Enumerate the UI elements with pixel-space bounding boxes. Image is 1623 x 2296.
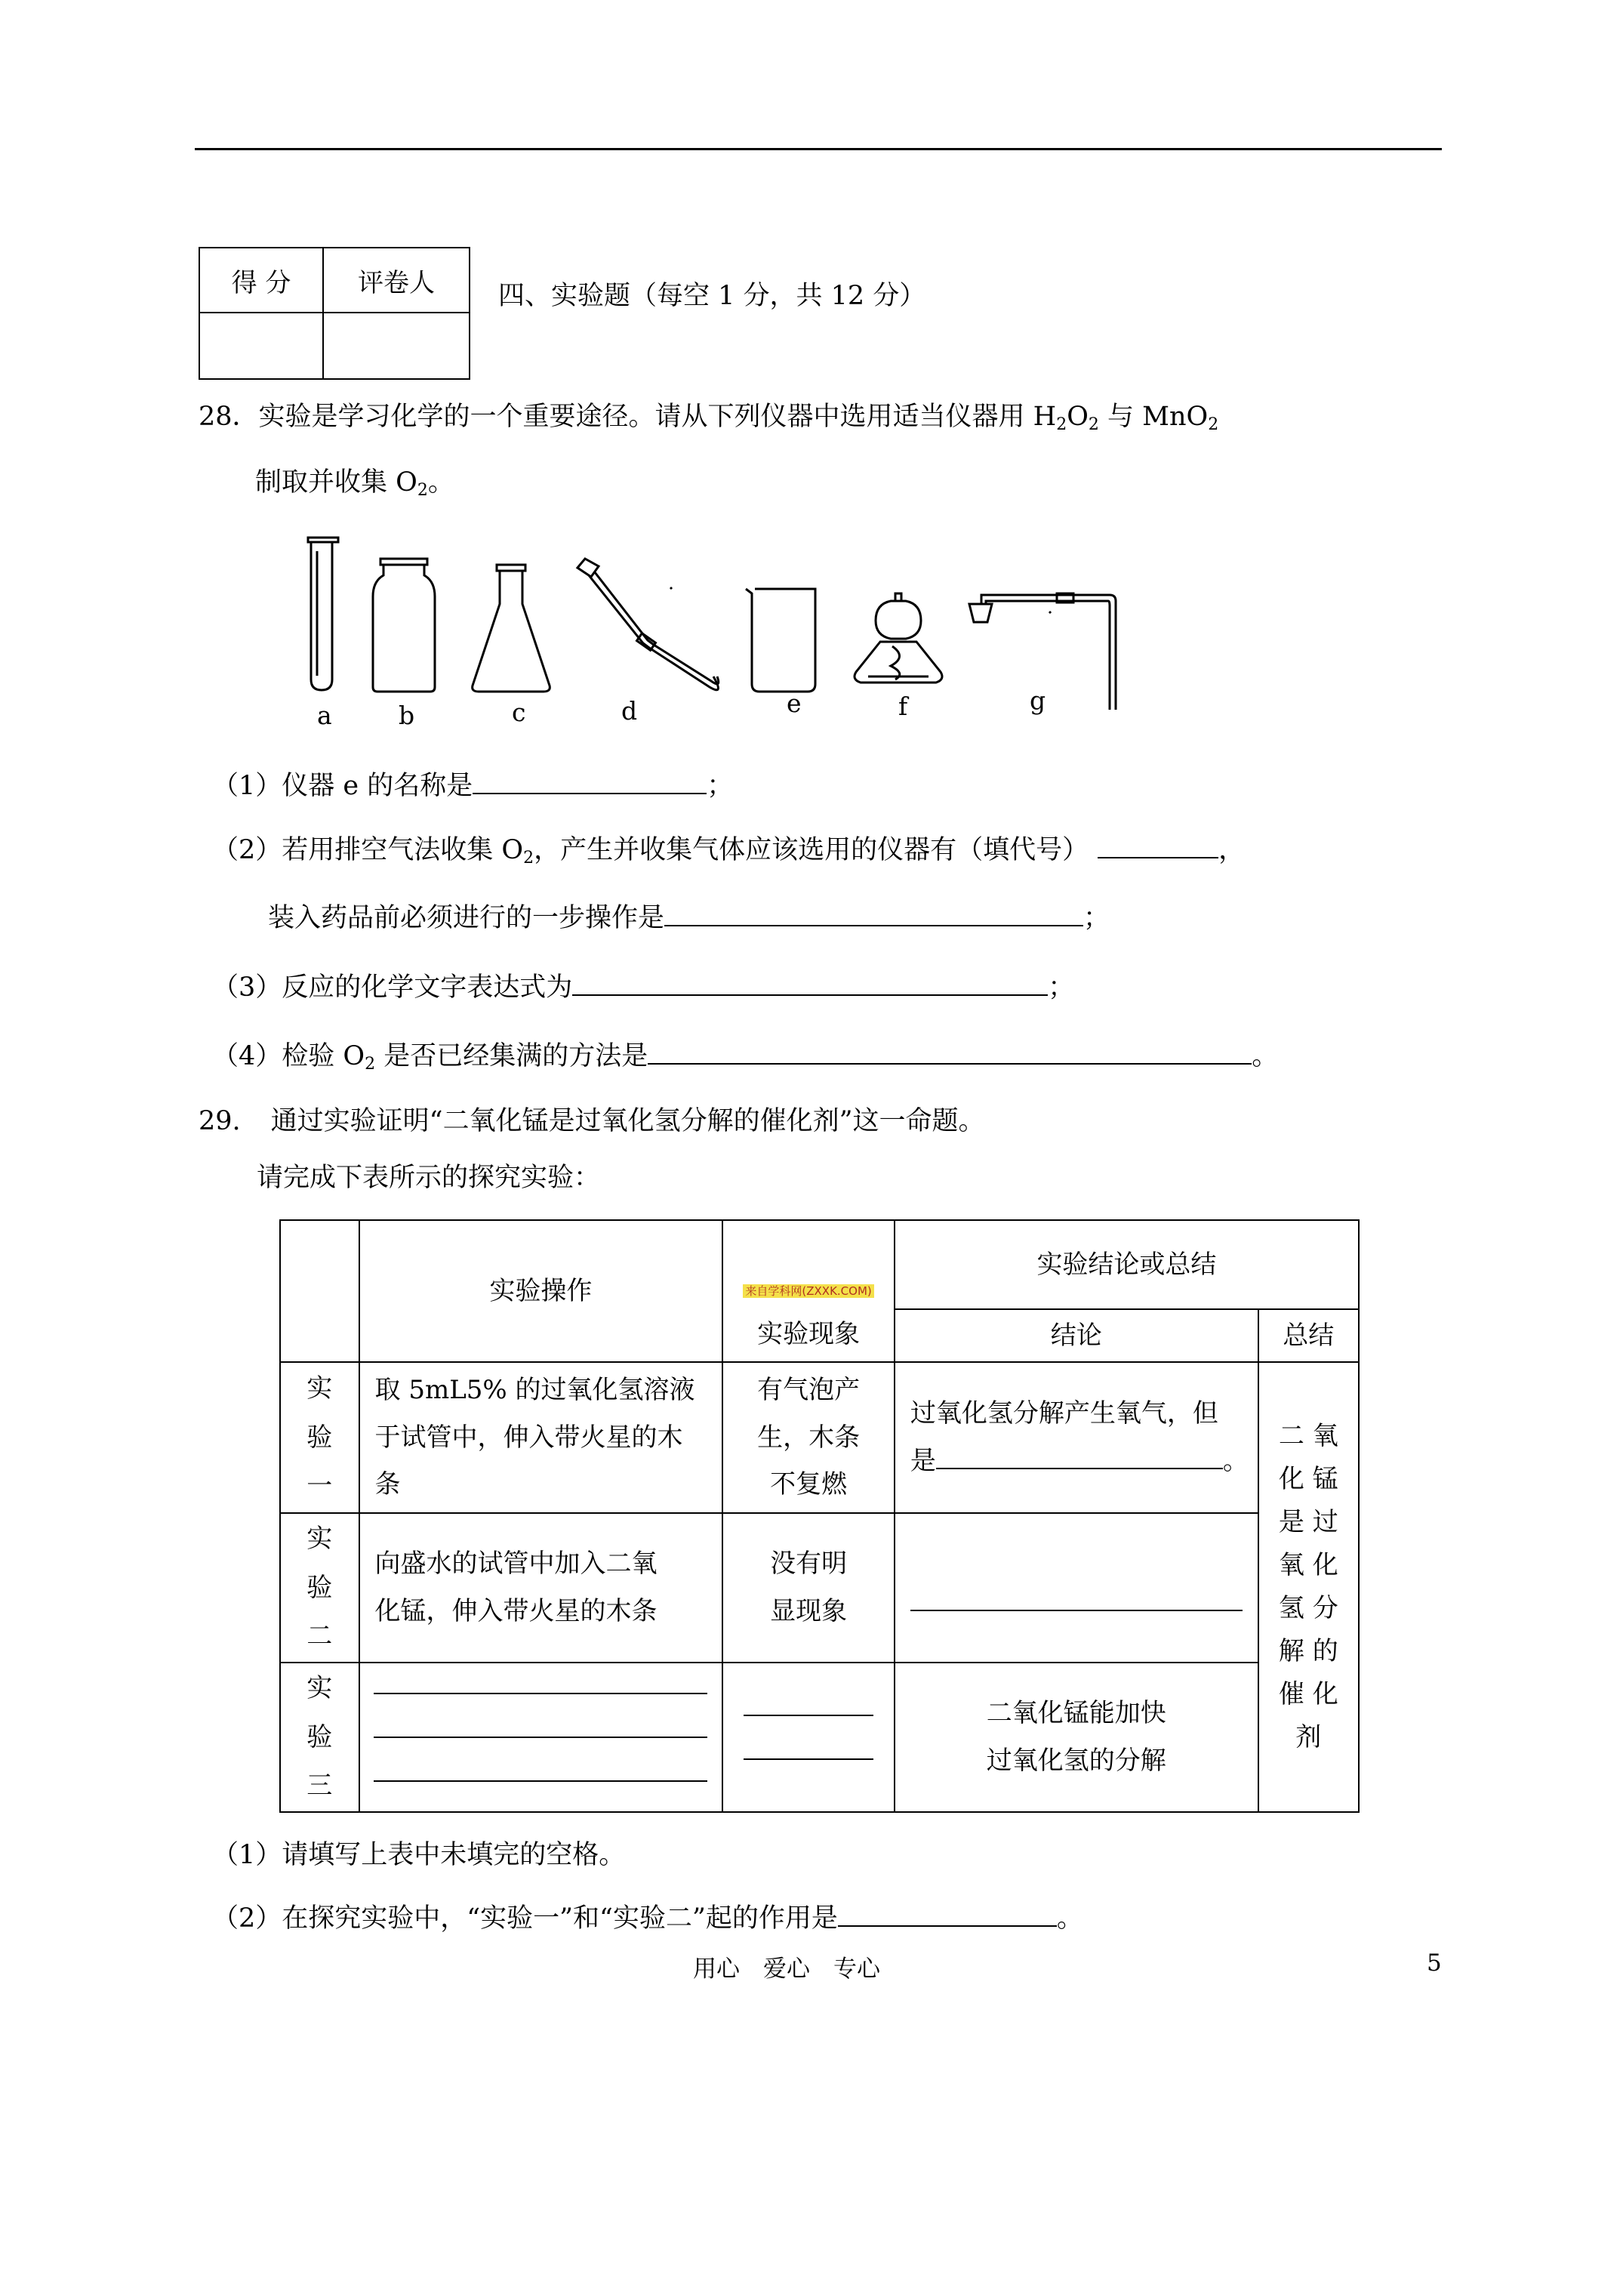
q29-part2: （2）在探究实验中，“实验一”和“实验二”起的作用是 。 <box>212 1903 1083 1934</box>
label-e: e <box>787 689 802 718</box>
grader-cell[interactable] <box>323 313 470 379</box>
answer-blank-check-method[interactable] <box>648 1040 1252 1065</box>
q28-part2: （2）若用排空气法收集 $O_2$，产生并收集气体应该选用的仪器有（填代号） ， <box>212 835 1246 868</box>
q28-part4: （4）检验 $O_2$ 是否已经集满的方法是 。 <box>212 1041 1279 1074</box>
q28-intro-line2: 制取并收集 $O_2$。 <box>255 467 454 500</box>
beaker-icon <box>746 589 815 692</box>
score-label: 得 分 <box>199 248 323 313</box>
q28-part1: （1）仪器 e 的名称是 ； <box>212 771 734 801</box>
alcohol-lamp-icon <box>855 593 942 683</box>
label-c: c <box>512 698 526 727</box>
header-phenomenon <box>722 1220 895 1362</box>
header-phenomenon-label: 实验现象 <box>757 1318 861 1349</box>
label-f: f <box>898 692 908 721</box>
page-number: 5 <box>1427 1949 1442 1977</box>
answer-blank-apparatus[interactable] <box>1098 834 1218 858</box>
answer-blank-e-name[interactable] <box>473 770 707 794</box>
label-b: b <box>399 701 415 730</box>
row3-operation[interactable] <box>359 1663 723 1812</box>
row1-conclusion: 过氧化氢分解产生氧气，但 是 。 <box>895 1362 1258 1513</box>
row2-name: 实 验 二 <box>280 1513 359 1663</box>
experiment-table <box>279 1219 1360 1813</box>
header-operation: 实验操作 <box>359 1220 723 1362</box>
q29-part1: （1）请填写上表中未填完的空格。 <box>212 1840 626 1870</box>
header-conclusion-group: 实验结论或总结 <box>895 1220 1359 1309</box>
grader-label: 评卷人 <box>323 248 470 313</box>
score-box <box>199 247 470 380</box>
header-rule <box>195 148 1442 150</box>
row3-phenomenon[interactable] <box>722 1663 895 1812</box>
answer-blank-row1-conclusion[interactable] <box>936 1445 1223 1469</box>
row1-name: 实 验 一 <box>280 1362 359 1513</box>
q29-intro: 29. 通过实验证明“二氧化锰是过氧化氢分解的催化剂”这一命题。 <box>199 1106 985 1136</box>
label-a: a <box>317 701 332 730</box>
apparatus-figure <box>294 529 1147 732</box>
section-title: 四、实验题（每空 1 分，共 12 分） <box>498 281 926 311</box>
score-cell[interactable] <box>199 313 323 379</box>
label-d: d <box>621 696 638 726</box>
row1-phenomenon: 有气泡产 生，木条 不复燃 <box>722 1362 895 1513</box>
conical-flask-icon <box>473 565 550 692</box>
header-conclusion: 结论 <box>895 1309 1258 1362</box>
summary-cell: 二 氧 化 锰 是 过 氧 化 氢 分 解 的 催 化 剂 <box>1258 1362 1359 1812</box>
test-tube-icon <box>308 538 338 690</box>
row3-conclusion: 二氧化锰能加快 过氧化氢的分解 <box>895 1663 1258 1812</box>
q29-intro-line2: 请完成下表所示的探究实验： <box>257 1163 601 1193</box>
header-summary: 总结 <box>1258 1309 1359 1362</box>
bottle-icon <box>373 559 435 692</box>
delivery-tube-icon <box>577 559 719 690</box>
q28-part2-line2: 装入药品前必须进行的一步操作是 ； <box>268 903 1110 933</box>
q28-part3: （3）反应的化学文字表达式为 ； <box>212 972 1075 1003</box>
table-corner <box>280 1220 359 1362</box>
footer-motto: 用心 爱心 专心 <box>693 1955 880 1983</box>
q28-intro: 28．实验是学习化学的一个重要途径。请从下列仪器中选用适当仪器用 $H_2O_2$ 与 MnO$_2$ <box>199 402 1219 434</box>
row3-name: 实 验 三 <box>280 1663 359 1812</box>
answer-blank-role[interactable] <box>838 1903 1057 1927</box>
row2-phenomenon: 没有明 显现象 <box>722 1513 895 1663</box>
row2-conclusion[interactable] <box>895 1513 1258 1663</box>
answer-blank-equation[interactable] <box>572 972 1048 996</box>
row1-operation: 取 5mL5% 的过氧化氢溶液 于试管中，伸入带火星的木 条 <box>359 1362 723 1513</box>
answer-blank-operation[interactable] <box>664 902 1083 926</box>
row2-operation: 向盛水的试管中加入二氧 化锰，伸入带火星的木条 <box>359 1513 723 1663</box>
label-g: g <box>1030 686 1046 715</box>
watermark-badge: 来自学科网(ZXXK.COM) <box>743 1284 873 1298</box>
